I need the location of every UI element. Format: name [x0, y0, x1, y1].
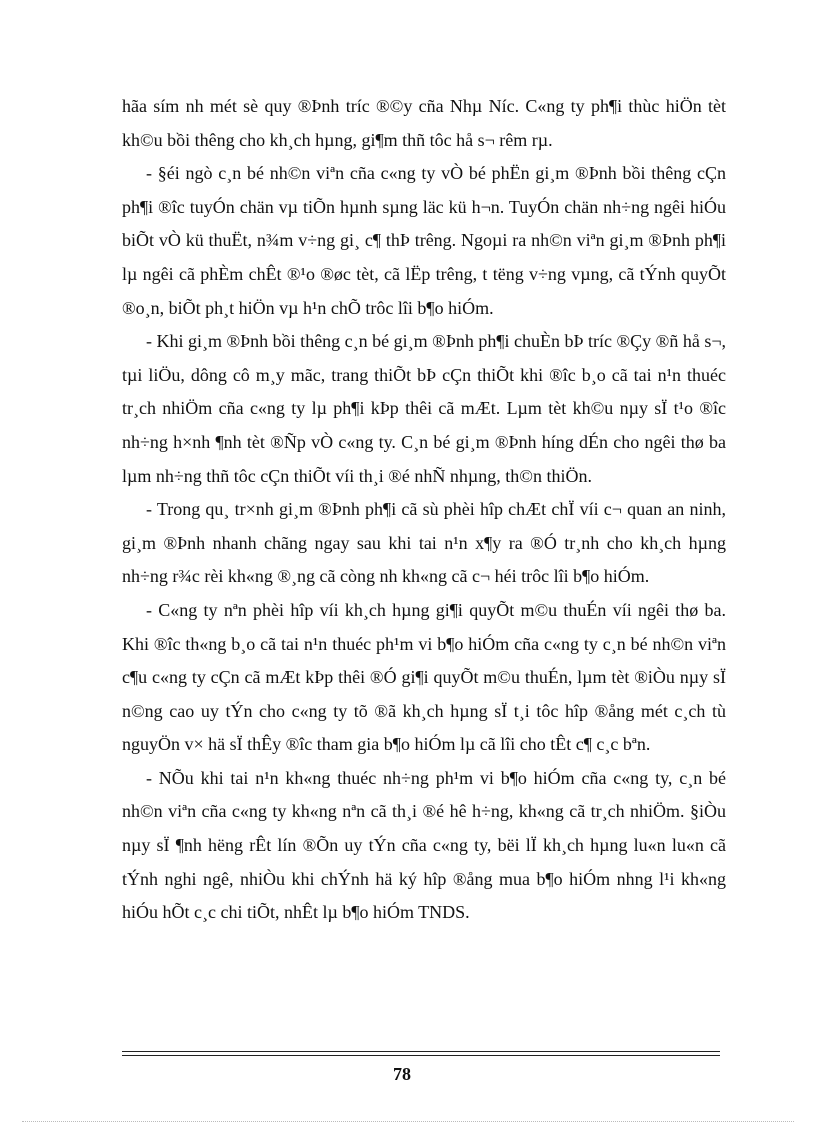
page-bottom-edge [22, 1121, 794, 1122]
paragraph-assessor-selection: - §éi ngò c¸n bé nh©n viªn cña c«ng ty vÒ bé phËn gi¸m ®Þnh bồi thêng cÇn ph¶i ®îc tuyÓn chän vµ tiÕn hµnh sµng läc kü h¬n. TuyÓn chän nh÷ng ngêi hiÓu biÕt vÒ kü thuËt, n¾m v÷ng gi¸ c¶ thÞ trêng. Ngoµi ra nh©n viªn gi¸m ®Þnh ph¶i lµ ngêi cã phÈm chÊt ®¹o ®øc tèt, cã lËp trêng, t tëng v÷ng vµng, cã tÝnh quyÕt ®o¸n, biÕt ph¸t hiÖn vµ h¹n chÕ trôc lîi b¶o hiÓm. [122, 163, 726, 318]
footer-double-rule [122, 1051, 720, 1056]
paragraph-continuation: hãa sím nh mét sè quy ®Þnh tríc ®©y cña Nhµ Níc. C«ng ty ph¶i thùc hiÖn tèt kh©u bồi thêng cho kh¸ch hµng, gi¶m thñ tôc hå s¬ rêm rµ. [122, 96, 726, 150]
paragraph-assessment-preparation: - Khi gi¸m ®Þnh bồi thêng c¸n bé gi¸m ®Þnh ph¶i chuÈn bÞ tríc ®Çy ®ñ hå s¬, tµi liÖu, dông cô m¸y mãc, trang thiÕt bÞ cÇn thiÕt khi ®îc b¸o cã tai n¹n thuéc tr¸ch nhiÖm cña c«ng ty lµ ph¶i kÞp thêi cã mÆt. Lµm tèt kh©u nµy sÏ t¹o ®îc nh÷ng h×nh ¶nh tèt ®Ñp vÒ c«ng ty. C¸n bé gi¸m ®Þnh híng dÉn cho ngêi thø ba lµm nh÷ng thñ tôc cÇn thiÕt víi th¸i ®é nhÑ nhµng, th©n thiÖn. [122, 331, 726, 486]
page-number: 78 [393, 1064, 411, 1084]
paragraph-out-of-scope: - NÕu khi tai n¹n kh«ng thuéc nh÷ng ph¹m vi b¶o hiÓm cña c«ng ty, c¸n bé nh©n viªn cña c«ng ty kh«ng nªn cã th¸i ®é hê h÷ng, kh«ng cã tr¸ch nhiÖm. §iÒu nµy sÏ ¶nh hëng rÊt lín ®Õn uy tÝn cña c«ng ty, bëi lÏ kh¸ch hµng lu«n lu«n cã tÝnh nghi ngê, nhiÒu khi chÝnh hä ký hîp ®ång mua b¶o hiÓm nhng l¹i kh«ng hiÓu hÕt c¸c chi tiÕt, nhÊt lµ b¶o hiÓm TNDS. [122, 767, 726, 923]
paragraph-conflict-resolution: - C«ng ty nªn phèi hîp víi kh¸ch hµng gi¶i quyÕt m©u thuÉn víi ngêi thø ba. Khi ®îc th«ng b¸o cã tai n¹n thuéc ph¹m vi b¶o hiÓm cña c«ng ty c¸n bé nh©n viªn c¶u c«ng ty cÇn cã mÆt kÞp thêi ®Ó gi¶i quyÕt m©u thuÉn, lµm tèt ®iÒu nµy sÏ n©ng cao uy tÝn cho c«ng ty tõ ®ã kh¸ch hµng sÏ t¸i tôc hîp ®ång mét c¸ch tù nguyÖn v× hä sÏ thÊy ®îc tham gia b¶o hiÓm lµ cã lîi cho tÊt c¶ c¸c bªn. [122, 599, 726, 755]
paragraph-security-coordination: - Trong qu¸ tr×nh gi¸m ®Þnh ph¶i cã sù phèi hîp chÆt chÏ víi c¬ quan an ninh, gi¸m ®Þnh nhanh chãng ngay sau khi tai n¹n x¶y ra ®Ó tr¸nh cho kh¸ch hµng nh÷ng r¾c rèi kh«ng ®¸ng cã còng nh kh«ng cã c¬ héi trôc lîi b¶o hiÓm. [122, 499, 726, 587]
page-body [122, 90, 726, 930]
